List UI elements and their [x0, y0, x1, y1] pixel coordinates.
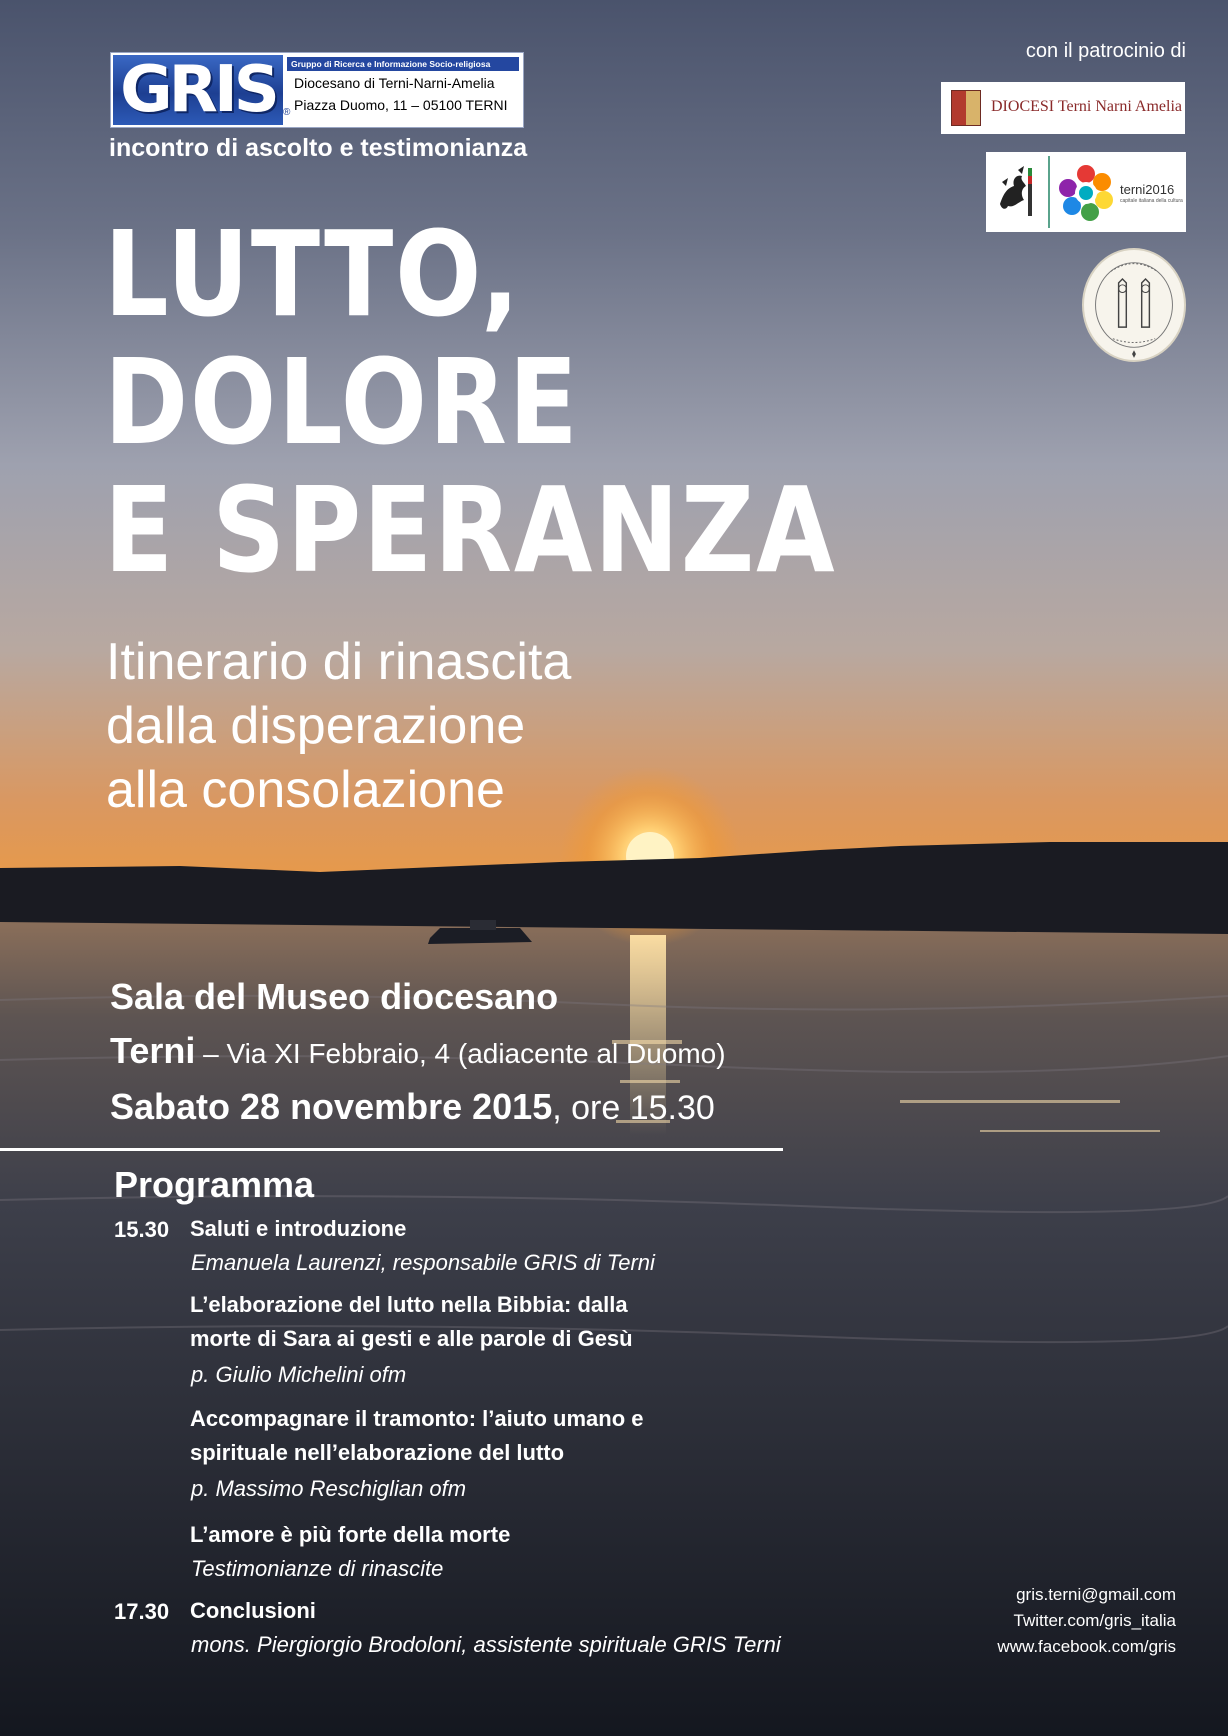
event-title-line: LUTTO,	[104, 205, 522, 343]
program-item-title: Conclusioni	[190, 1598, 316, 1623]
gris-logo	[110, 52, 524, 128]
program-item-speaker: Emanuela Laurenzi, responsabile GRIS di Terni	[191, 1250, 655, 1275]
program-item-title-line: spirituale nell’elaborazione del lutto	[190, 1440, 565, 1465]
venue-city: Terni	[110, 1030, 196, 1071]
gris-full-name: Gruppo di Ricerca e Informazione Socio-religiosa	[287, 57, 519, 71]
registered-mark: ®	[283, 107, 291, 118]
program-item-title-line: Accompagnare il tramonto: l’aiuto umano e	[190, 1406, 644, 1431]
tagline-line: Itinerario di rinascita	[106, 633, 572, 691]
section-divider	[0, 1148, 783, 1151]
program-item-speaker: Testimonianze di rinascite	[191, 1556, 444, 1581]
program-item-speaker: mons. Piergiorgio Brodoloni, assistente spirituale GRIS Terni	[191, 1632, 781, 1657]
program-item-title-line: morte di Sara ai gesti e alle parole di Gesù	[190, 1326, 633, 1351]
contact-twitter: Twitter.com/gris_italia	[1013, 1611, 1176, 1630]
tagline-line: dalla disperazione	[106, 697, 526, 755]
gris-address-line: Piazza Duomo, 11 – 05100 TERNI	[294, 97, 508, 113]
event-time: , ore 15.30	[552, 1089, 715, 1127]
contact-block	[997, 1582, 1176, 1660]
venue-name: Sala del Museo diocesano	[110, 976, 559, 1017]
tagline-line: alla consolazione	[106, 761, 505, 819]
event-tagline	[106, 630, 571, 822]
contact-email: gris.terni@gmail.com	[1016, 1585, 1176, 1604]
diocesi-crest-icon	[951, 90, 981, 126]
event-datetime	[110, 1086, 715, 1128]
event-kind-subtitle: incontro di ascolto e testimonianza	[109, 134, 528, 162]
program-item-time: 17.30	[114, 1599, 170, 1624]
venue-address: – Via XI Febbraio, 4 (adiacente al Duomo)	[195, 1038, 726, 1069]
diocesi-logo-text: DIOCESI Terni Narni Amelia	[991, 98, 1182, 115]
terni2016-mark-icon	[1054, 160, 1118, 224]
event-title	[104, 205, 837, 599]
patronage-label: con il patrocinio di	[1025, 40, 1186, 62]
comune-terni2016-logo	[986, 152, 1186, 232]
gris-logo-mark: GRIS	[113, 55, 283, 125]
event-date: Sabato 28 novembre 2015	[110, 1086, 553, 1127]
event-title-line: E SPERANZA	[104, 461, 837, 599]
terni2016-subtext: capitale italiana della cultura	[1120, 198, 1183, 204]
program-item-time: 15.30	[114, 1217, 170, 1242]
event-title-line: DOLORE	[104, 333, 580, 471]
program-item-title	[190, 1402, 644, 1470]
program-item-title-line: L’elaborazione del lutto nella Bibbia: dalla	[190, 1292, 628, 1317]
istituto-teologico-seal-icon	[1082, 248, 1186, 362]
terni2016-text: terni2016	[1120, 182, 1175, 197]
contact-facebook: www.facebook.com/gris	[997, 1637, 1176, 1656]
program-item-title: Saluti e introduzione	[190, 1216, 407, 1241]
program-item-speaker: p. Massimo Reschiglian ofm	[191, 1476, 467, 1501]
program-title: Programma	[114, 1164, 315, 1205]
program-item-speaker: p. Giulio Michelini ofm	[191, 1362, 407, 1387]
gris-diocese-line: Diocesano di Terni-Narni-Amelia	[294, 75, 495, 91]
comune-dragon-emblem-icon	[994, 162, 1034, 222]
venue-location	[110, 1030, 726, 1072]
program-item-title: L’amore è più forte della morte	[190, 1522, 511, 1547]
diocesi-logo	[941, 82, 1185, 134]
program-item-title	[190, 1288, 633, 1356]
logo-divider	[1048, 156, 1050, 228]
